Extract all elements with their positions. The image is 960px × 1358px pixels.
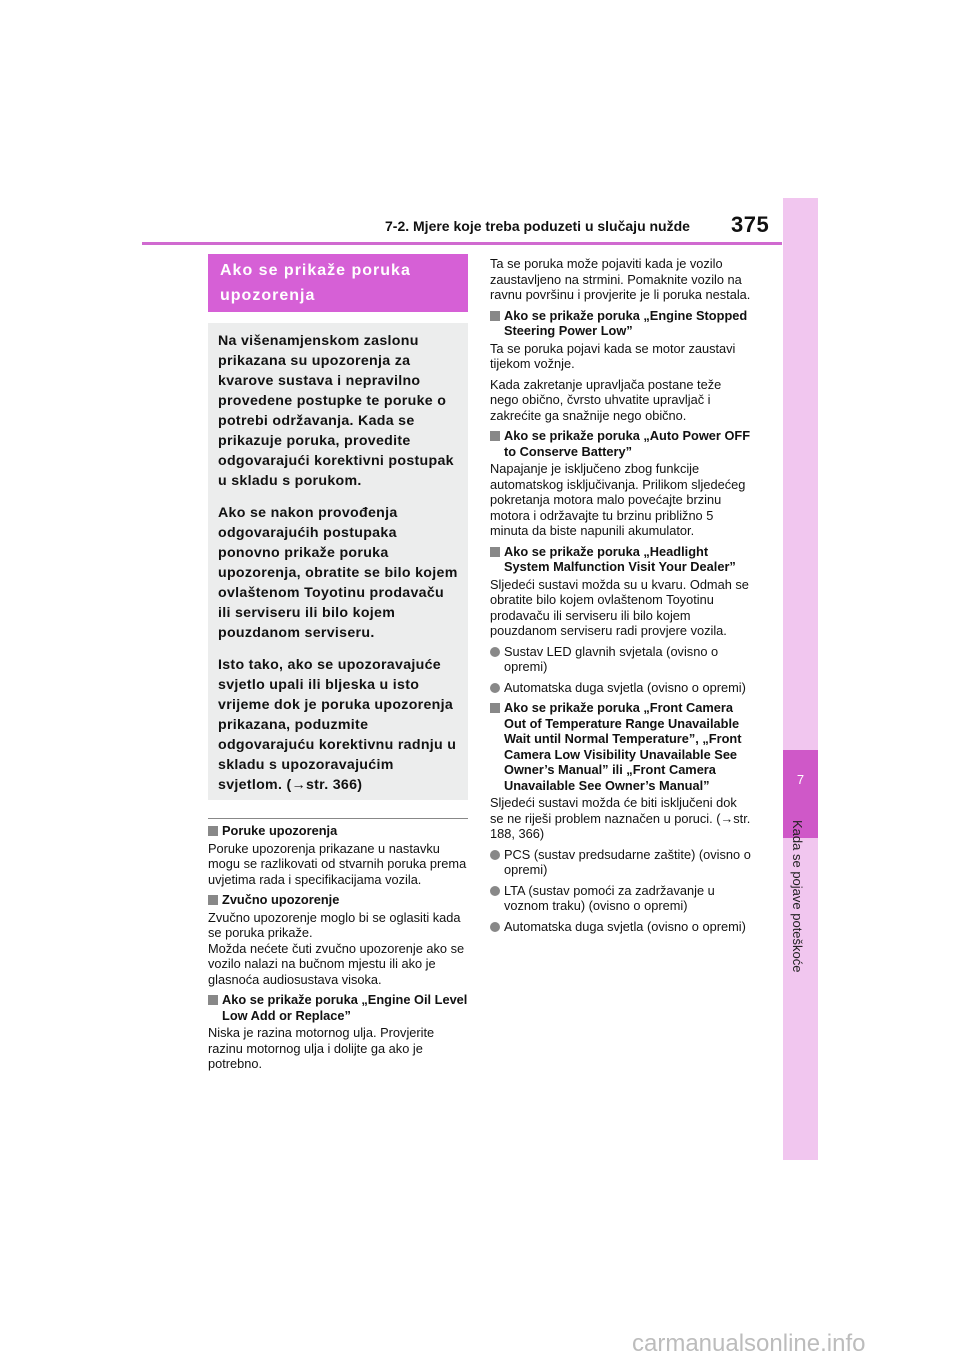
body-text: Sljedeći sustavi možda su u kvaru. Odmah se obratite bilo kojem ovlaštenom Toyotinu prodavaču ili serviseru ili bilo kojem pouzdanom serviseru radi provjere vozila. bbox=[490, 576, 749, 638]
square-bullet-icon bbox=[490, 311, 500, 321]
subheading-text: Ako se prikaže poruka „Engine Oil Level Low Add or Replace” bbox=[222, 992, 468, 1023]
subheading-text: Ako se prikaže poruka „Auto Power OFF to Conserve Battery” bbox=[504, 428, 751, 459]
subheading bbox=[490, 544, 752, 575]
chapter-title: Kada se pojave poteškoće bbox=[790, 820, 805, 973]
section-title bbox=[208, 254, 468, 312]
header-rule bbox=[142, 242, 782, 245]
section-title-line-1: Ako se prikaže poruka bbox=[220, 262, 411, 279]
left-column bbox=[208, 823, 468, 1077]
section-title-line-2: upozorenja bbox=[220, 287, 316, 304]
subheading bbox=[208, 892, 468, 908]
body-text: Napajanje je isključeno zbog funkcije automatskog isključivanja. Prilikom sljedećeg pokretanja motora malo povećajte brzinu motora i održavajte tu brzinu približno 5 minuta da biste napunili akumulator. bbox=[490, 461, 746, 538]
subheading bbox=[208, 823, 468, 839]
bullet-text: Automatska duga svjetla (ovisno o opremi) bbox=[504, 679, 746, 695]
square-bullet-icon bbox=[490, 547, 500, 557]
subheading bbox=[490, 308, 752, 339]
body-text: Sljedeći sustavi možda će biti isključeni dok se ne riješi problem naznačen u poruci. (→str. 188, 366) bbox=[490, 795, 751, 841]
square-bullet-icon bbox=[490, 431, 500, 441]
body-text: Zvučno upozorenje moglo bi se oglasiti kada se poruka prikaže. bbox=[208, 909, 461, 940]
subheading-text: Ako se prikaže poruka „Headlight System Malfunction Visit Your Dealer” bbox=[504, 543, 736, 574]
bullet-text: Sustav LED glavnih svjetala (ovisno o opremi) bbox=[504, 643, 719, 674]
bullet-text: LTA (sustav pomoći za zadržavanje u voznom traku) (ovisno o opremi) bbox=[504, 882, 715, 913]
body-text: Kada zakretanje upravljača postane teže nego obično, čvrsto uhvatite upravljač i zakrećite ga snažnije nego obično. bbox=[490, 376, 722, 423]
body-text: Ta se poruka pojavi kada se motor zaustavi tijekom vožnje. bbox=[490, 340, 736, 371]
intro-box bbox=[208, 323, 468, 800]
body-text: Poruke upozorenja prikazane u nastavku mogu se razlikovati od stvarnih poruka prema uvjetima rada i specifikacijama vozila. bbox=[208, 840, 467, 887]
right-column bbox=[490, 256, 752, 939]
bullet-text: Automatska duga svjetla (ovisno o opremi) bbox=[504, 918, 746, 934]
bullet-item bbox=[490, 680, 752, 696]
bullet-text: PCS (sustav predsudarne zaštite) (ovisno o opremi) bbox=[504, 846, 751, 877]
subheading bbox=[490, 428, 752, 459]
subheading-text: Poruke upozorenja bbox=[222, 823, 338, 838]
header-title: 7-2. Mjere koje treba poduzeti u slučaju nužde bbox=[385, 218, 690, 234]
watermark: carmanualsonline.info bbox=[632, 1330, 866, 1357]
square-bullet-icon bbox=[208, 895, 218, 905]
bullet-item bbox=[490, 644, 752, 675]
bullet-item bbox=[490, 919, 752, 935]
square-bullet-icon bbox=[490, 703, 500, 713]
round-bullet-icon bbox=[490, 683, 500, 693]
intro-paragraph: Isto tako, ako se upozoravajuće svjetlo upali ili bljeska u isto vrijeme dok je poruka upozorenja prikazana, poduzmite odgovarajuću korektivnu radnju u skladu s upozoravajućim svjetlom. (→str. 366) bbox=[218, 657, 457, 793]
intro-paragraph: Ako se nakon provođenja odgovarajućih postupaka ponovno prikaže poruka upozorenja, obratite se bilo kojem ovlaštenom Toyotinu prodavaču ili serviseru ili bilo kojem pouzdanom serviseru. bbox=[218, 505, 458, 641]
subheading-text: Ako se prikaže poruka „Engine Stopped Steering Power Low” bbox=[504, 307, 748, 338]
round-bullet-icon bbox=[490, 886, 500, 896]
body-text: Ta se poruka može pojaviti kada je vozilo zaustavljeno na strmini. Pomaknite vozilo na ravnu površinu i provjerite je li poruka nestala. bbox=[490, 256, 751, 302]
subheading bbox=[208, 992, 468, 1023]
intro-paragraph: Na višenamjenskom zaslonu prikazana su upozorenja za kvarove sustava i nepravilno provedene postupke te poruke o potrebi održavanja. Kada se prikazuje poruka, provedite odgovarajući korektivni postupak u skladu s porukom. bbox=[218, 333, 454, 489]
square-bullet-icon bbox=[208, 826, 218, 836]
round-bullet-icon bbox=[490, 850, 500, 860]
square-bullet-icon bbox=[208, 995, 218, 1005]
page-number: 375 bbox=[731, 212, 770, 237]
bullet-item bbox=[490, 883, 752, 914]
subheading bbox=[490, 700, 752, 793]
chapter-number: 7 bbox=[796, 772, 805, 787]
round-bullet-icon bbox=[490, 922, 500, 932]
bullet-item bbox=[490, 847, 752, 878]
side-tab bbox=[783, 198, 818, 1160]
subheading-text: Ako se prikaže poruka „Front Camera Out of Temperature Range Unavailable Wait until Normal Temperature”, „Front Camera Low Visibility Unavailable See Owner’s Manual” ili „Front Camera Unavailable See Owner’s Manual” bbox=[504, 700, 742, 793]
round-bullet-icon bbox=[490, 647, 500, 657]
body-text: Niska je razina motornog ulja. Provjerite razinu motornog ulja i dolijte ga ako je potrebno. bbox=[208, 1025, 435, 1071]
separator-rule bbox=[208, 818, 468, 819]
body-text: Možda nećete čuti zvučno upozorenje ako se vozilo nalazi na bučnom mjestu ili ako je glasnoća audiosustava visoka. bbox=[208, 940, 465, 987]
subheading-text: Zvučno upozorenje bbox=[222, 892, 340, 907]
